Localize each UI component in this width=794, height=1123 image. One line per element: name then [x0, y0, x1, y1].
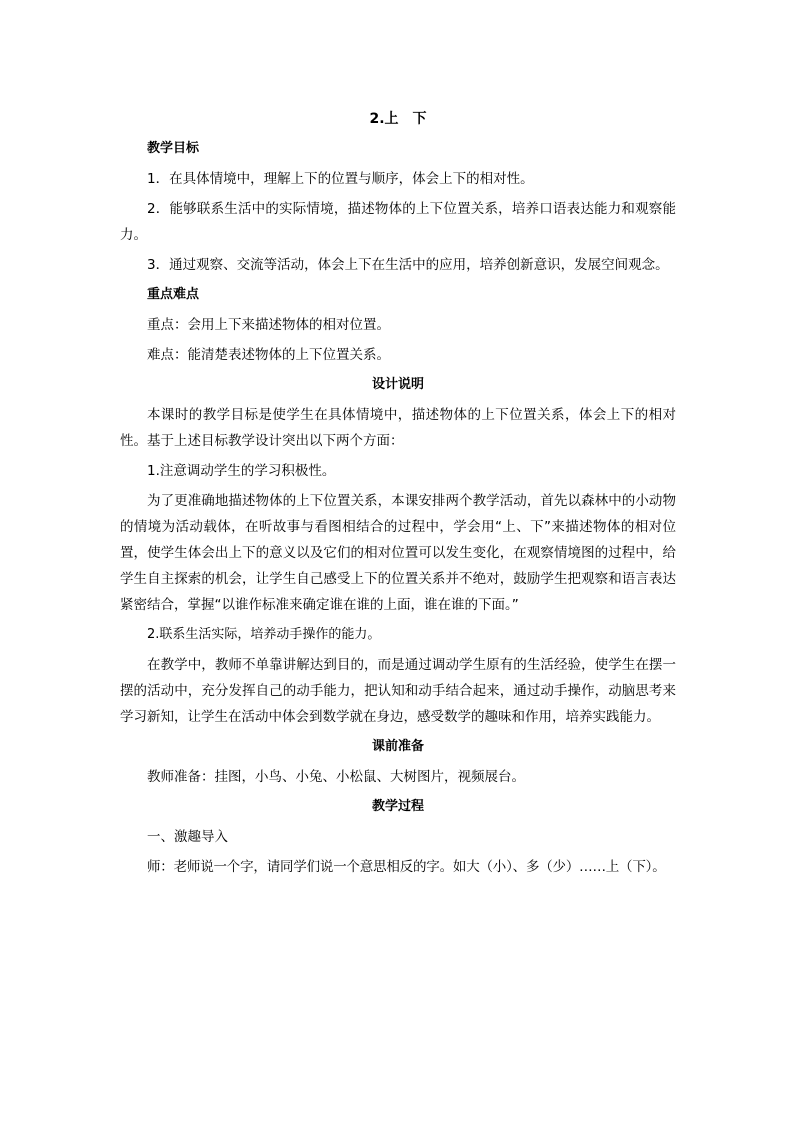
document-page: [120, 104, 676, 884]
section-heading-design: 设计说明: [371, 377, 424, 392]
difficulty-point: 难点：能清楚表述物体的上下位置关系。: [147, 347, 390, 363]
section-heading-process: 教学过程: [371, 799, 424, 814]
design-intro: 本课时的教学目标是使学生在具体情境中，描述物体的上下位置关系，体会上下的相对性。基于上述目标教学设计突出以下两个方面：: [120, 407, 676, 449]
page-title: 2.上 下: [369, 111, 427, 127]
section-heading-key: 重点难点: [147, 287, 200, 302]
process-step-1: 一、激趣导入: [147, 829, 228, 845]
goal-item-3: 3．通过观察、交流等活动，体会上下在生活中的应用，培养创新意识，发展空间观念。: [147, 257, 669, 273]
key-point: 重点：会用上下来描述物体的相对位置。: [147, 317, 390, 333]
section-heading-goals: 教学目标: [147, 141, 200, 156]
teacher-line: 师：老师说一个字，请同学们说一个意思相反的字。如大（小）、多（少）……上（下）。: [147, 859, 666, 875]
design-point1-title: 1.注意调动学生的学习积极性。: [147, 463, 336, 479]
design-point1-text: 为了更准确地描述物体的上下位置关系，本课安排两个教学活动，首先以森林中的小动物的情境为活动载体，在听故事与看图相结合的过程中，学会用“上、下”来描述物体的相对位置，使学生体会出上下的意义以及它们的相对位置可以发生变化，在观察情境图的过程中，给学生自主探索的机会，让学生自己感受上下的位置关系并不绝对，鼓励学生把观察和语言表达紧密结合，掌握“以谁作标准来确定谁在谁的上面，谁在谁的下面。”: [120, 493, 676, 613]
section-heading-prep: 课前准备: [371, 739, 424, 754]
design-point2-title: 2.联系生活实际，培养动手操作的能力。: [147, 627, 381, 642]
goal-item-1: 1．在具体情境中，理解上下的位置与顺序，体会上下的相对性。: [147, 171, 534, 187]
design-point2-text: 在教学中，教师不单靠讲解达到目的，而是通过调动学生原有的生活经验，使学生在摆一摆的活动中，充分发挥自己的动手能力，把认知和动手结合起来，通过动手操作，动脑思考来学习新知，让学生在活动中体会到数学就在身边，感受数学的趣味和作用，培养实践能力。: [120, 657, 676, 725]
goal-item-2: 2．能够联系生活中的实际情境，描述物体的上下位置关系，培养口语表达能力和观察能力。: [120, 201, 676, 243]
prep-text: 教师准备：挂图，小鸟、小兔、小松鼠、大树图片，视频展台。: [147, 769, 525, 785]
